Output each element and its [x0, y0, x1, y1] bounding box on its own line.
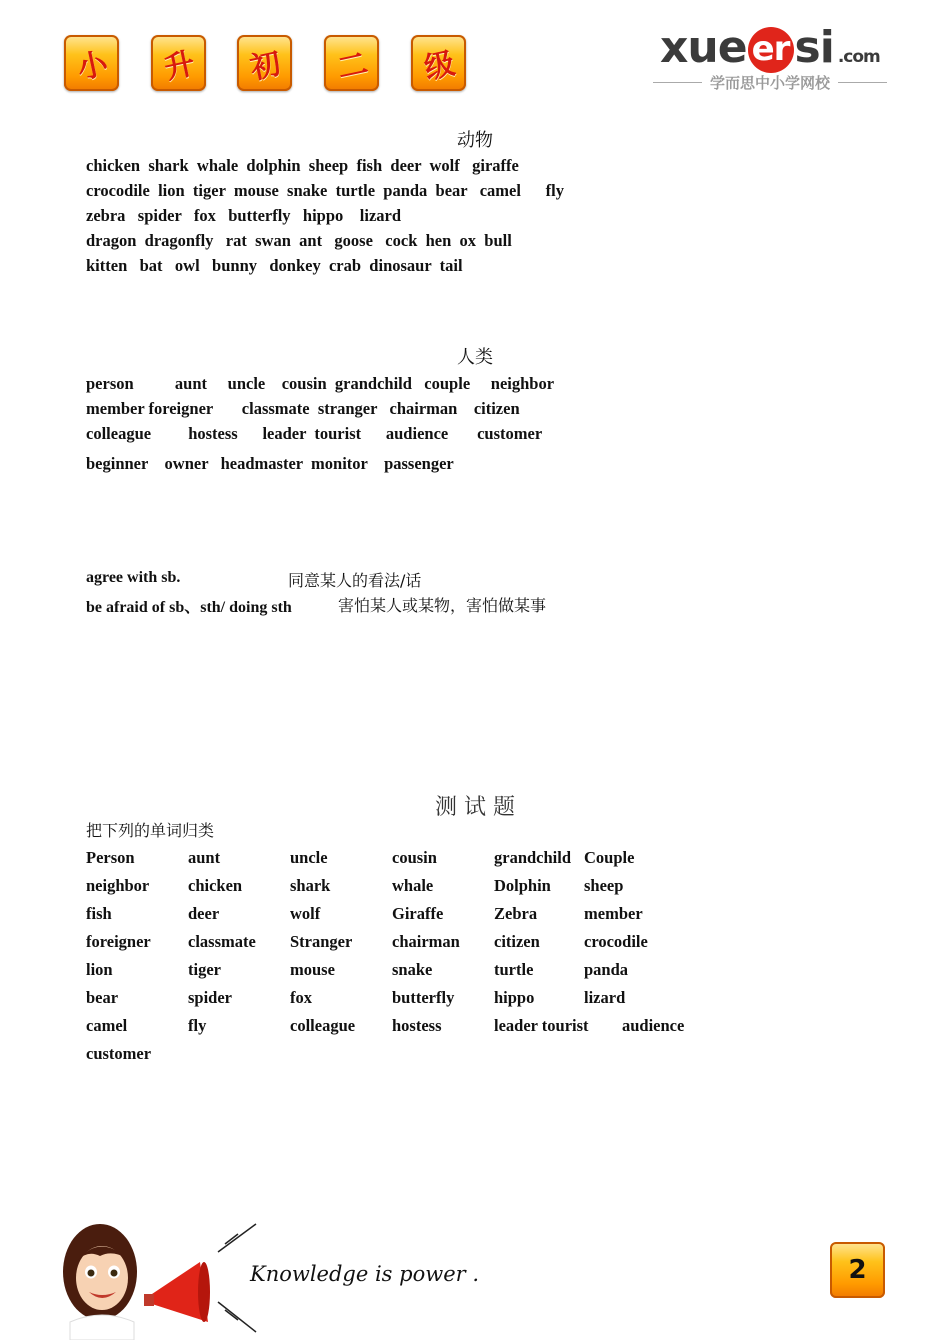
logo-text-left: xue: [660, 22, 747, 73]
animals-row: kitten bat owl bunny donkey crab dinosaur tail: [86, 256, 463, 275]
grid-word: tiger: [188, 960, 221, 979]
grid-word: spider: [188, 988, 233, 1007]
logo-domain: .com: [837, 47, 880, 67]
grid-word: audience: [622, 1016, 685, 1035]
grid-word: mouse: [290, 960, 335, 979]
mascot-illustration: [60, 1222, 270, 1340]
people-row: member foreigner classmate stranger chairman citizen: [86, 399, 520, 418]
grid-word: Couple: [584, 848, 635, 867]
header-tile-2: 升: [151, 35, 206, 91]
people-row: beginner owner headmaster monitor passenger: [86, 454, 454, 473]
grid-word: Person: [86, 848, 135, 867]
animals-row: crocodile lion tiger mouse snake turtle panda bear camel fly: [86, 181, 565, 200]
grid-word: colleague: [290, 1016, 356, 1035]
header-tile-5: 级: [411, 35, 466, 91]
header-tile-3: 初: [237, 35, 292, 91]
grid-word: wolf: [290, 904, 321, 923]
grid-word: cousin: [392, 848, 437, 867]
grid-word: member: [584, 904, 643, 923]
grid-word: fox: [290, 988, 312, 1007]
phrase-en: be afraid of sb、sth/ doing sth: [86, 599, 292, 616]
people-row: colleague hostess leader tourist audience customer: [86, 424, 543, 443]
grid-word: classmate: [188, 932, 256, 951]
page-number: 2: [830, 1242, 885, 1298]
grid-word: lizard: [584, 988, 626, 1007]
grid-word: customer: [86, 1044, 152, 1063]
grid-word: whale: [392, 876, 434, 895]
grid-word: deer: [188, 904, 220, 923]
grid-word: shark: [290, 876, 331, 895]
logo-subtitle: 学而思中小学网校: [710, 74, 831, 92]
header-tile-4: 二: [324, 35, 379, 91]
brand-logo: [660, 22, 890, 102]
logo-er-badge: er: [748, 27, 794, 73]
animals-row: zebra spider fox butterfly hippo lizard: [86, 206, 402, 225]
grid-word: bear: [86, 988, 119, 1007]
grid-word: foreigner: [86, 932, 151, 951]
grid-word: uncle: [290, 848, 328, 867]
grid-word: turtle: [494, 960, 534, 979]
grid-word: fly: [188, 1016, 207, 1035]
grid-word: camel: [86, 1016, 128, 1035]
grid-word: Zebra: [494, 904, 538, 923]
grid-word: lion: [86, 960, 113, 979]
grid-word: chairman: [392, 932, 460, 951]
section-title-animals: 动物: [457, 130, 493, 151]
grid-word: fish: [86, 904, 112, 923]
people-row: person aunt uncle cousin grandchild couple neighbor: [86, 374, 555, 393]
logo-text-right: si: [794, 22, 834, 73]
grid-word: snake: [392, 960, 433, 979]
grid-word: aunt: [188, 848, 221, 867]
header-tile-1: 小: [64, 35, 119, 91]
grid-word: sheep: [584, 876, 624, 895]
grid-word: grandchild: [494, 848, 572, 867]
grid-word: hostess: [392, 1016, 442, 1035]
test-title: 测 试 题: [435, 795, 515, 820]
test-instruction: 把下列的单词归类: [86, 821, 215, 840]
footer-quote: Knowledge is power .: [250, 1262, 480, 1286]
logo-subtitle-row: [645, 72, 895, 93]
grid-word: panda: [584, 960, 629, 979]
grid-word: butterfly: [392, 988, 455, 1007]
grid-word: neighbor: [86, 876, 150, 895]
section-title-people: 人类: [457, 347, 493, 368]
phrase-cn: 同意某人的看法/话: [288, 571, 422, 590]
grid-word: Dolphin: [494, 876, 551, 895]
grid-word: leader tourist: [494, 1016, 589, 1035]
grid-word: citizen: [494, 932, 540, 951]
grid-word: chicken: [188, 876, 243, 895]
animals-row: chicken shark whale dolphin sheep fish deer wolf giraffe: [86, 156, 519, 175]
grid-word: Giraffe: [392, 904, 444, 923]
phrase-en: agree with sb.: [86, 569, 181, 586]
grid-word: crocodile: [584, 932, 648, 951]
animals-row: dragon dragonfly rat swan ant goose cock hen ox bull: [86, 231, 512, 250]
phrase-cn: 害怕某人或某物，害怕做某事: [338, 596, 547, 615]
grid-word: Stranger: [290, 932, 353, 951]
grid-word: hippo: [494, 988, 535, 1007]
